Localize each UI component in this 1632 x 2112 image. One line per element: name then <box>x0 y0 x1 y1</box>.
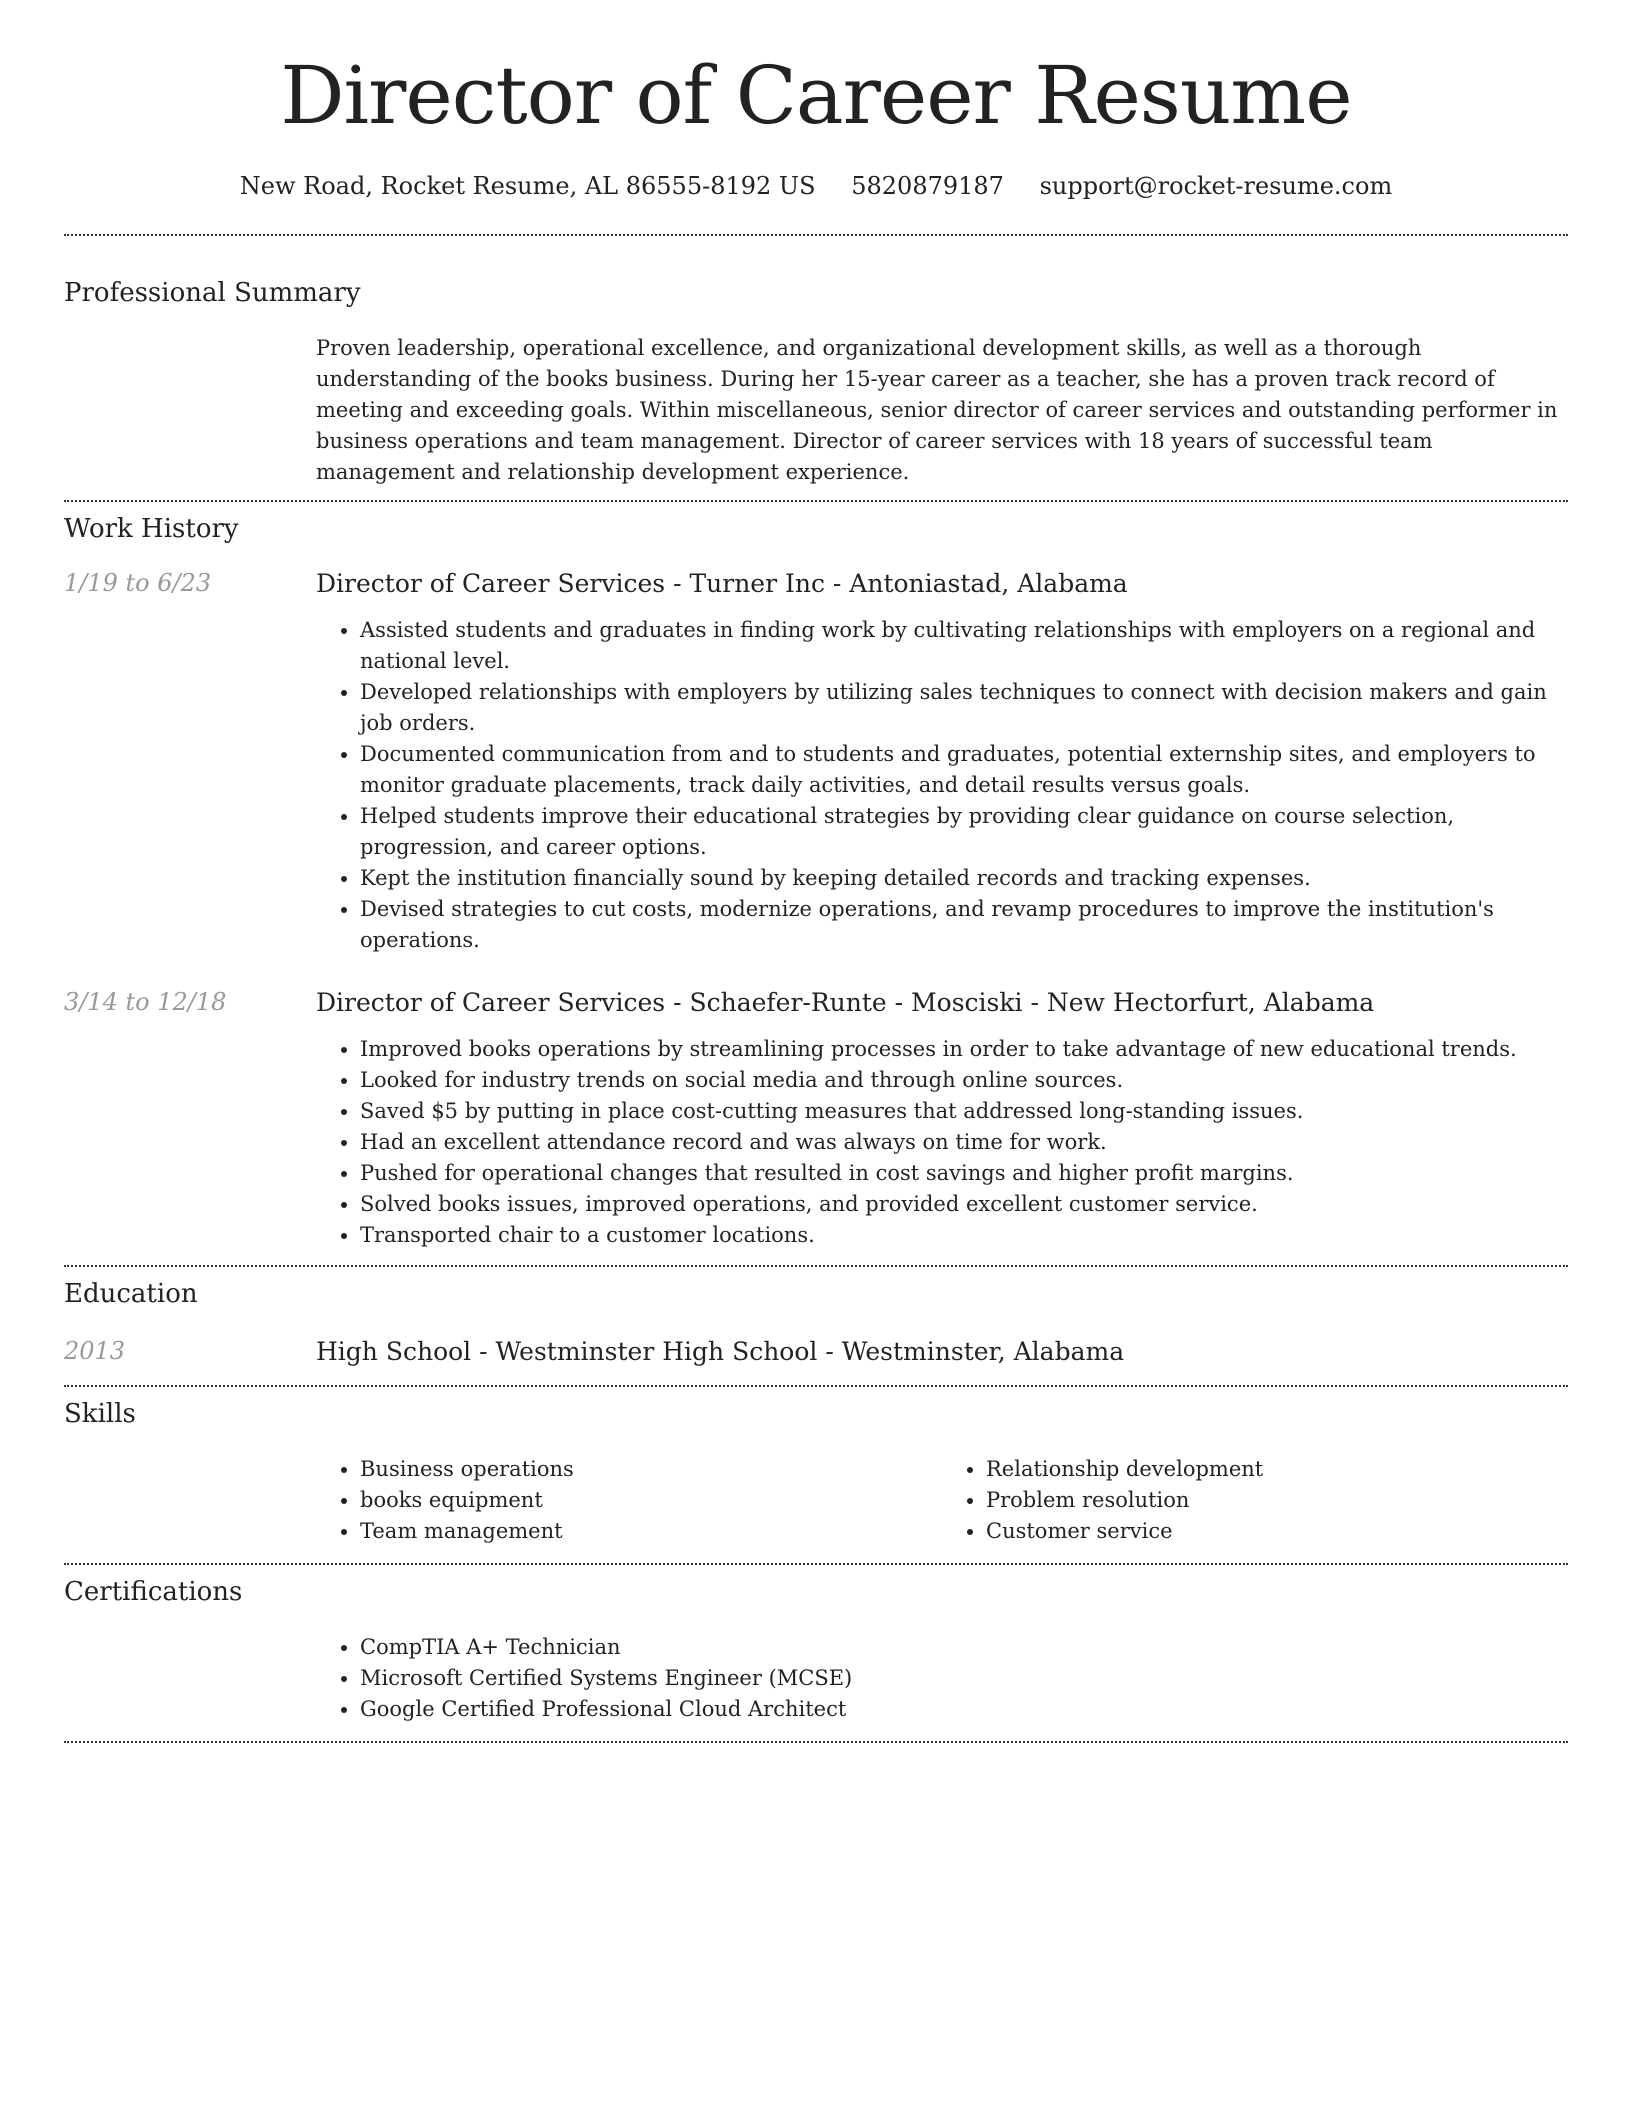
education-dates: 2013 <box>64 1336 126 1365</box>
list-item: • CompTIA A+ Technician <box>360 1632 1568 1663</box>
list-item: • Assisted students and graduates in finding work by cultivating relationships with employers on a regional and national level. <box>360 615 1568 677</box>
summary-text: Proven leadership, operational excellence, and organizational development skills, as well as a thorough understanding of the books business. During her 15-year career as a teacher, she has a proven track record of meeting and exceeding goals. Within miscellaneous, senior director of career services and outstanding performer in business operations and team management. Director of career services with 18 years of successful team management and relationship development experience. <box>316 336 1558 485</box>
list-item: • Saved $5 by putting in place cost-cutting measures that addressed long-standing issues. <box>360 1096 1568 1127</box>
job-bullets <box>316 1034 1568 1251</box>
list-item: • Kept the institution financially sound by keeping detailed records and tracking expenses. <box>360 863 1568 894</box>
list-item: • Improved books operations by streamlining processes in order to take advantage of new educational trends. <box>360 1034 1568 1065</box>
job-bullets <box>316 615 1568 956</box>
job-title: Director of Career Services - Schaefer-Runte - Mosciski - New Hectorfurt, Alabama <box>316 988 1375 1018</box>
list-item: • Looked for industry trends on social media and through online sources. <box>360 1065 1568 1096</box>
section-title-education: Education <box>64 1279 198 1310</box>
certifications-list <box>316 1632 1568 1725</box>
resume-name: Director of Career Resume <box>280 49 1352 142</box>
summary-section <box>64 236 1568 500</box>
contact-email: support@rocket-resume.com <box>1039 172 1393 200</box>
education-title: High School - Westminster High School - Westminster, Alabama <box>316 1336 1125 1366</box>
education-entry <box>64 1337 1568 1367</box>
list-item: • Transported chair to a customer locations. <box>360 1220 1568 1251</box>
job-title: Director of Career Services - Turner Inc - Antoniastad, Alabama <box>316 569 1128 599</box>
job-entry <box>64 569 1568 956</box>
divider <box>64 1741 1568 1743</box>
list-item: • Team management <box>360 1516 942 1547</box>
section-title-skills: Skills <box>64 1398 136 1429</box>
list-item: • books equipment <box>360 1485 942 1516</box>
list-item: • Customer service <box>986 1516 1568 1547</box>
list-item: • Had an excellent attendance record and was always on time for work. <box>360 1127 1568 1158</box>
list-item: • Solved books issues, improved operations, and provided excellent customer service. <box>360 1189 1568 1220</box>
list-item: • Devised strategies to cut costs, modernize operations, and revamp procedures to improve the institution's operations. <box>360 894 1568 956</box>
list-item: • Google Certified Professional Cloud Architect <box>360 1694 1568 1725</box>
section-title-work: Work History <box>64 514 239 545</box>
job-dates: 1/19 to 6/23 <box>64 569 212 598</box>
list-item: • Pushed for operational changes that resulted in cost savings and higher profit margins. <box>360 1158 1568 1189</box>
section-title-certifications: Certifications <box>64 1576 243 1607</box>
skills-section <box>64 1387 1568 1563</box>
certifications-section <box>64 1565 1568 1741</box>
list-item: • Relationship development <box>986 1454 1568 1485</box>
list-item: • Documented communication from and to students and graduates, potential externship sites, and employers to monitor graduate placements, track daily activities, and detail results versus goals. <box>360 739 1568 801</box>
job-entry <box>64 988 1568 1265</box>
list-item: • Developed relationships with employers by utilizing sales techniques to connect with decision makers and gain job orders. <box>360 677 1568 739</box>
skills-list-right <box>942 1454 1568 1547</box>
contact-line <box>64 174 1568 198</box>
work-history-section <box>64 502 1568 1265</box>
skills-list-left <box>316 1454 942 1547</box>
list-item: • Helped students improve their educational strategies by providing clear guidance on course selection, progression, and career options. <box>360 801 1568 863</box>
contact-phone: 5820879187 <box>851 172 1004 200</box>
section-title-summary: Professional Summary <box>64 278 361 308</box>
contact-address: New Road, Rocket Resume, AL 86555-8192 US <box>239 172 816 200</box>
list-item: • Business operations <box>360 1454 942 1485</box>
education-section <box>64 1267 1568 1384</box>
list-item: • Microsoft Certified Systems Engineer (MCSE) <box>360 1663 1568 1694</box>
job-dates: 3/14 to 12/18 <box>64 988 227 1017</box>
list-item: • Problem resolution <box>986 1485 1568 1516</box>
